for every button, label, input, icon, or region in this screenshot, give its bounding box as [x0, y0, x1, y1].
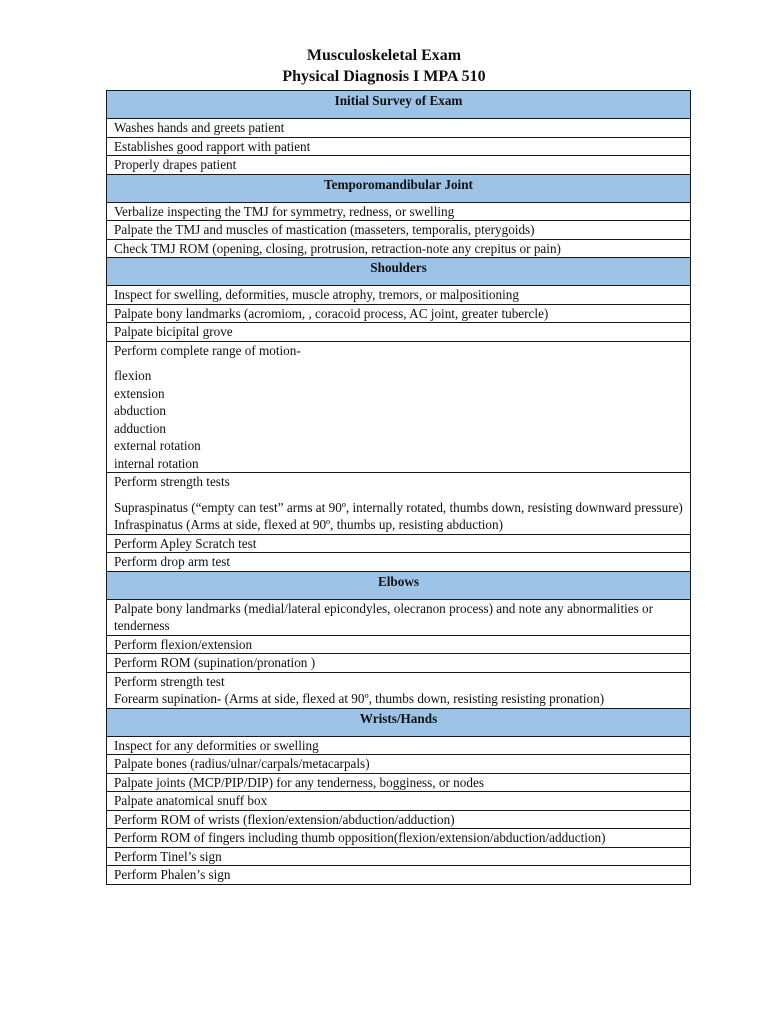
table-row: Palpate bony landmarks (acromiom, , coracoid process, AC joint, greater tubercle)	[107, 304, 691, 323]
rom-item: extension	[114, 385, 165, 401]
section-header-elbows: Elbows	[107, 571, 691, 599]
supraspinatus-test: Supraspinatus (“empty can test” arms at 90º, internally rotated, thumbs down, resisting downward pressure)	[114, 499, 683, 515]
table-row: Perform Tinel’s sign	[107, 847, 691, 866]
table-row: Palpate bones (radius/ulnar/carpals/metacarpals)	[107, 755, 691, 774]
document-title: Musculoskeletal Exam	[306, 47, 462, 64]
exam-checklist-table	[106, 90, 691, 885]
table-row: Perform ROM (supination/pronation )	[107, 654, 691, 673]
table-row: Palpate the TMJ and muscles of mastication (masseters, temporalis, pterygoids)	[107, 221, 691, 240]
table-row: Perform Apley Scratch test	[107, 534, 691, 553]
rom-item: internal rotation	[114, 455, 199, 471]
table-row: Inspect for any deformities or swelling	[107, 736, 691, 755]
rom-item: flexion	[114, 368, 152, 383]
section-header-wrists-hands: Wrists/Hands	[107, 708, 691, 736]
table-row: Washes hands and greets patient	[107, 119, 691, 138]
table-row: Verbalize inspecting the TMJ for symmetry, redness, or swelling	[107, 202, 691, 221]
table-row-elbow-strength	[107, 672, 691, 708]
section-header-tmj: Temporomandibular Joint	[107, 174, 691, 202]
rom-item: abduction	[114, 403, 167, 418]
table-row: Perform ROM of wrists (flexion/extension/abduction/adduction)	[107, 810, 691, 829]
table-row: Palpate joints (MCP/PIP/DIP) for any tenderness, bogginess, or nodes	[107, 773, 691, 792]
table-row: Inspect for swelling, deformities, muscle atrophy, tremors, or malpositioning	[107, 286, 691, 305]
table-row: Properly drapes patient	[107, 156, 691, 175]
rom-item: adduction	[114, 420, 167, 436]
infraspinatus-test: Infraspinatus (Arms at side, flexed at 90º, thumbs up, resisting abduction)	[114, 517, 504, 532]
table-row: Perform drop arm test	[107, 553, 691, 572]
document-subtitle: Physical Diagnosis I MPA 510	[282, 68, 486, 85]
table-row: Perform ROM of fingers including thumb opposition(flexion/extension/abduction/adduction)	[107, 829, 691, 848]
table-row: Palpate bicipital grove	[107, 323, 691, 342]
strength-intro: Perform strength tests	[114, 474, 230, 489]
table-row-strength-tests	[107, 473, 691, 535]
table-row: Palpate bony landmarks (medial/lateral epicondyles, olecranon process) and note any abnormalities or tenderness	[107, 599, 691, 635]
table-row: Perform flexion/extension	[107, 635, 691, 654]
section-header-initial-survey: Initial Survey of Exam	[107, 91, 691, 119]
table-row-range-of-motion	[107, 341, 691, 473]
table-row: Check TMJ ROM (opening, closing, protrusion, retraction-note any crepitus or pain)	[107, 239, 691, 258]
rom-item: external rotation	[114, 438, 201, 453]
elbow-strength-detail: Forearm supination- (Arms at side, flexed at 90º, thumbs down, resisting resisting pronation)	[114, 691, 605, 706]
section-header-shoulders: Shoulders	[107, 258, 691, 286]
elbow-strength-intro: Perform strength test	[114, 673, 225, 689]
table-row: Establishes good rapport with patient	[107, 137, 691, 156]
rom-intro: Perform complete range of motion-	[114, 342, 301, 358]
table-row: Palpate anatomical snuff box	[107, 792, 691, 811]
table-row: Perform Phalen’s sign	[107, 866, 691, 885]
